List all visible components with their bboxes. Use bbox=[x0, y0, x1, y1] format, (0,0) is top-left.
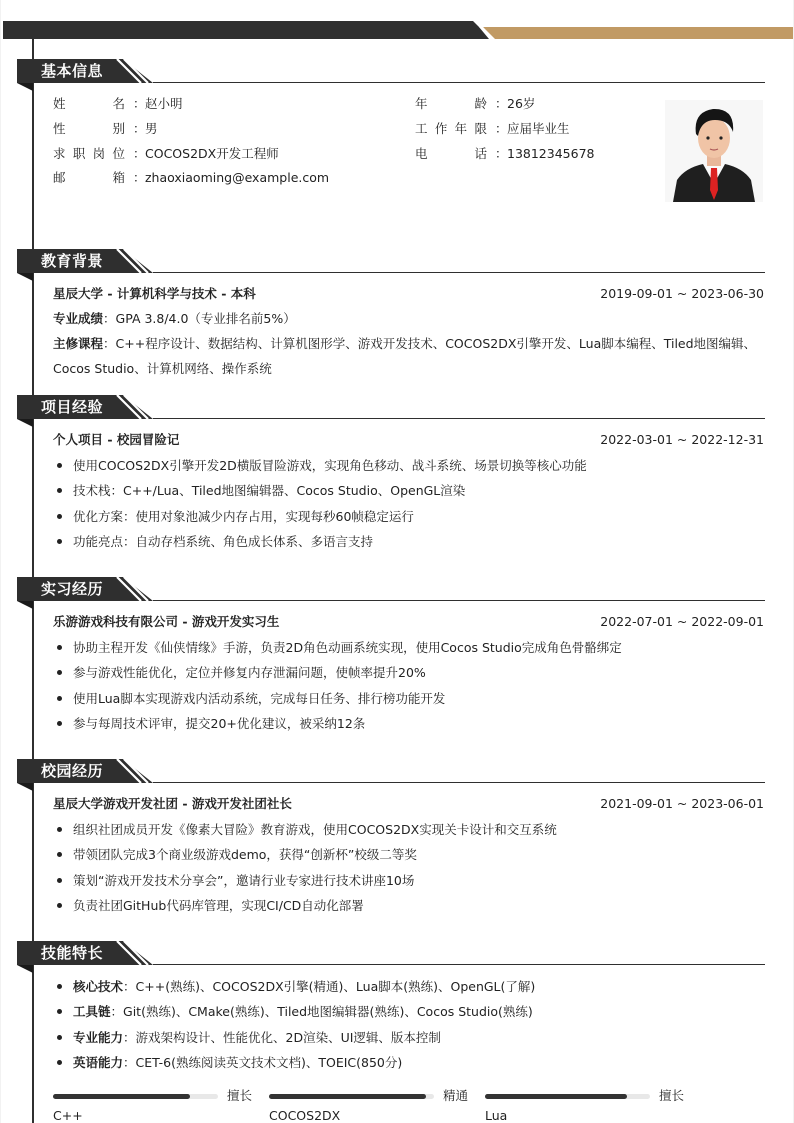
campus-bullets bbox=[53, 817, 765, 918]
info-phone: 电 话 ：13812345678 bbox=[415, 146, 595, 161]
section-divider bbox=[153, 82, 765, 83]
internship-bullets bbox=[53, 635, 765, 736]
skill-name: Lua bbox=[485, 1108, 508, 1123]
internship-entry bbox=[53, 614, 764, 630]
info-name: 姓 名 ：赵小明 bbox=[53, 96, 183, 111]
section-title: 技能特长 bbox=[41, 944, 104, 962]
section-title: 基本信息 bbox=[41, 62, 104, 80]
section-title: 实习经历 bbox=[41, 580, 104, 598]
section-header-basic bbox=[17, 59, 765, 85]
list-item: 功能亮点：自动存档系统、角色成长体系、多语言支持 bbox=[53, 529, 765, 554]
section-divider bbox=[153, 272, 765, 273]
info-gender: 性 别 ：男 bbox=[53, 121, 158, 136]
entry-title: 星辰大学游戏开发社团 - 游戏开发社团社长 bbox=[53, 796, 292, 811]
avatar bbox=[665, 100, 763, 202]
list-item: 参与每周技术评审，提交20+优化建议，被采纳12条 bbox=[53, 711, 765, 736]
skill-name: C++ bbox=[53, 1108, 83, 1123]
list-item: 优化方案：使用对象池减少内存占用，实现每秒60帧稳定运行 bbox=[53, 504, 765, 529]
list-item: 英语能力：CET-6(熟练阅读英文技术文档)、TOEIC(850分) bbox=[53, 1050, 765, 1075]
stripes-icon bbox=[111, 395, 155, 419]
project-entry bbox=[53, 432, 764, 448]
list-item: 使用Lua脚本实现游戏内活动系统，完成每日任务、排行榜功能开发 bbox=[53, 686, 765, 711]
section-divider bbox=[153, 418, 765, 419]
list-item: 核心技术：C++(熟练)、COCOS2DX引擎(精通)、Lua脚本(熟练)、OpenGL(了解) bbox=[53, 974, 765, 999]
skill-track bbox=[269, 1094, 434, 1099]
section-title: 教育背景 bbox=[41, 252, 104, 270]
education-gpa bbox=[53, 306, 765, 331]
info-label: 电 话 bbox=[415, 146, 487, 161]
info-label: 邮 箱 bbox=[53, 170, 125, 185]
resume-page bbox=[1, 0, 793, 1123]
entry-title: 星辰大学 - 计算机科学与技术 - 本科 bbox=[53, 286, 256, 301]
list-item: 策划“游戏开发技术分享会”，邀请行业专家进行技术讲座10场 bbox=[53, 868, 765, 893]
skill-level: 精通 bbox=[443, 1088, 469, 1103]
info-age: 年 龄 ：26岁 bbox=[415, 96, 536, 111]
info-label: 年 龄 bbox=[415, 96, 487, 111]
stripes-icon bbox=[111, 941, 155, 965]
skills-bullets bbox=[53, 974, 765, 1075]
list-item: 协助主程开发《仙侠情缘》手游，负责2D角色动画系统实现，使用Cocos Studio完成角色骨骼绑定 bbox=[53, 635, 765, 660]
list-item: 带领团队完成3个商业级游戏demo，获得“创新杯”校级二等奖 bbox=[53, 842, 765, 867]
skill-track bbox=[53, 1094, 218, 1099]
stripes-icon bbox=[111, 59, 155, 83]
campus-entry bbox=[53, 796, 764, 812]
courses-label: 主修课程 bbox=[53, 336, 104, 351]
skill-level: 擅长 bbox=[659, 1088, 685, 1103]
section-divider bbox=[153, 600, 765, 601]
skill-level: 擅长 bbox=[227, 1088, 253, 1103]
info-label: 性 别 bbox=[53, 121, 125, 136]
project-bullets bbox=[53, 453, 765, 554]
info-value: zhaoxiaoming@example.com bbox=[145, 170, 330, 185]
skill-track bbox=[485, 1094, 650, 1099]
entry-date: 2022-07-01 ~ 2022-09-01 bbox=[600, 614, 764, 629]
list-item: 专业能力：游戏架构设计、性能优化、2D渲染、UI逻辑、版本控制 bbox=[53, 1025, 765, 1050]
section-title: 校园经历 bbox=[41, 762, 104, 780]
info-label: 求 职 岗 位 bbox=[53, 146, 125, 161]
education-entry bbox=[53, 286, 764, 302]
gpa-value: ：GPA 3.8/4.0（专业排名前5%） bbox=[103, 311, 296, 326]
info-label: 姓 名 bbox=[53, 96, 125, 111]
list-item: 参与游戏性能优化，定位并修复内存泄漏问题，使帧率提升20% bbox=[53, 660, 765, 685]
section-header-education bbox=[17, 249, 765, 275]
skill-fill bbox=[485, 1094, 627, 1099]
stripes-icon bbox=[111, 249, 155, 273]
entry-title: 乐游游戏科技有限公司 - 游戏开发实习生 bbox=[53, 614, 280, 629]
entry-date: 2021-09-01 ~ 2023-06-01 bbox=[600, 796, 764, 811]
info-value: 男 bbox=[145, 121, 158, 136]
top-banner-dark bbox=[3, 21, 491, 39]
entry-date: 2019-09-01 ~ 2023-06-30 bbox=[600, 286, 764, 301]
list-item: 技术栈：C++/Lua、Tiled地图编辑器、Cocos Studio、OpenGL渲染 bbox=[53, 478, 765, 503]
info-value: 26岁 bbox=[507, 96, 536, 111]
list-item: 负责社团GitHub代码库管理，实现CI/CD自动化部署 bbox=[53, 893, 765, 918]
skill-bar-lua bbox=[485, 1088, 685, 1123]
info-email: 邮 箱 ：zhaoxiaoming@example.com bbox=[53, 170, 330, 185]
top-banner-gold bbox=[483, 27, 793, 39]
info-experience: 工 作 年 限 ：应届毕业生 bbox=[415, 121, 570, 136]
section-header-skills bbox=[17, 941, 765, 967]
courses-value: ：C++程序设计、数据结构、计算机图形学、游戏开发技术、COCOS2DX引擎开发、Lua脚本编程、Tiled地图编辑、Cocos Studio、计算机网络、操作系统 bbox=[53, 336, 757, 376]
section-header-internship bbox=[17, 577, 765, 603]
info-label: 工 作 年 限 bbox=[415, 121, 487, 136]
section-divider bbox=[153, 964, 765, 965]
info-value: 13812345678 bbox=[507, 146, 595, 161]
section-header-project bbox=[17, 395, 765, 421]
skill-fill bbox=[53, 1094, 190, 1099]
entry-title: 个人项目 - 校园冒险记 bbox=[53, 432, 180, 447]
info-value: 应届毕业生 bbox=[507, 121, 570, 136]
list-item: 工具链：Git(熟练)、CMake(熟练)、Tiled地图编辑器(熟练)、Cocos Studio(熟练) bbox=[53, 999, 765, 1024]
education-courses bbox=[53, 331, 765, 381]
info-value: COCOS2DX开发工程师 bbox=[145, 146, 279, 161]
info-position: 求 职 岗 位 ：COCOS2DX开发工程师 bbox=[53, 146, 279, 161]
gpa-label: 专业成绩 bbox=[53, 311, 104, 326]
skill-name: COCOS2DX bbox=[269, 1108, 341, 1123]
info-value: 赵小明 bbox=[145, 96, 183, 111]
entry-date: 2022-03-01 ~ 2022-12-31 bbox=[600, 432, 764, 447]
list-item: 组织社团成员开发《像素大冒险》教育游戏，使用COCOS2DX实现关卡设计和交互系统 bbox=[53, 817, 765, 842]
section-header-campus bbox=[17, 759, 765, 785]
skill-bar-cocos2dx bbox=[269, 1088, 469, 1123]
skill-fill bbox=[269, 1094, 426, 1099]
section-divider bbox=[153, 782, 765, 783]
section-title: 项目经验 bbox=[41, 398, 104, 416]
list-item: 使用COCOS2DX引擎开发2D横版冒险游戏，实现角色移动、战斗系统、场景切换等核心功能 bbox=[53, 453, 765, 478]
stripes-icon bbox=[111, 577, 155, 601]
stripes-icon bbox=[111, 759, 155, 783]
skill-bar-cpp bbox=[53, 1088, 253, 1123]
